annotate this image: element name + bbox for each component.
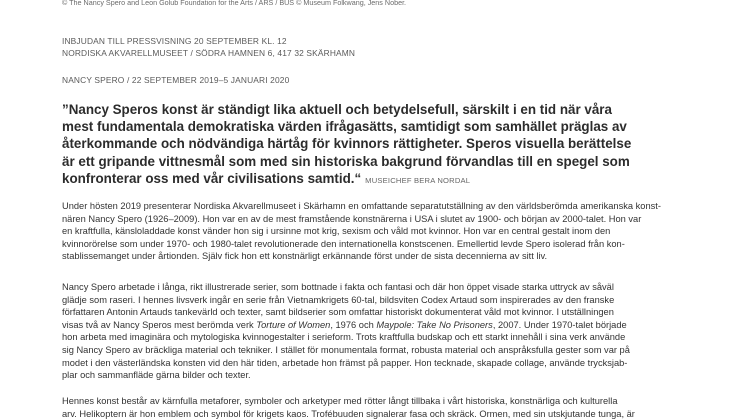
quote-line: återkommande och nödvändiga härtåg för kvinnors rättigheter. Speros visuella berättelse bbox=[62, 136, 632, 152]
quote-line: mest fundamentala demokratiska värden ifrågasätts, samtidigt som samhället präglas av bbox=[62, 119, 627, 135]
paragraph-line: nären Nancy Spero (1926–2009). Hon var en av de mest framstående konstnärerna i USA i slutet av 1900- och början av 2000-talet. Hon var bbox=[62, 213, 642, 224]
quote-line: är ett gripande vittnesmål som med sin historiska bakgrund förvandlas till en spegel som bbox=[62, 153, 630, 169]
quote-attribution: MUSEICHEF BERA NORDAL bbox=[365, 175, 471, 185]
paragraph-line: arv. Helikoptern är hon emblem och symbol för krigets kaos. Trofébuuden signalerar fasa och skräck. Ormen, med sin utskjutande tunga, är bbox=[62, 408, 635, 419]
paragraph-line: stablissemanget under årtionden. Själv fick hon ett konstnärligt erkännande först under de sista decennierna av sitt liv. bbox=[62, 251, 548, 262]
paragraph-line: hon arbeta med imaginära och mytologiska kvinnogestalter i serieform. Trots kraftfulla budskap och ett starkt innehåll i sina verk använde bbox=[62, 332, 626, 343]
body-paragraph-2 bbox=[62, 281, 692, 382]
paragraph-line: Under hösten 2019 presenterar Nordiska Akvarellmuseet i Skärhamn en omfattande separatutställning av den världsberömda amerikanska konst- bbox=[62, 201, 661, 211]
paragraph-line: författaren Antonin Artauds tankevärld och texter, samt bildserier som omfattar historiskt dokumenterat våld mot kvinnor. I utställningen bbox=[62, 307, 614, 318]
invitation-line: INBJUDAN TILL PRESSVISNING 20 SEPTEMBER KL. 12 bbox=[62, 36, 287, 46]
paragraph-line: Nancy Spero arbetade i långa, rikt illustrerade serier, som bottnade i fakta och fantasi och där hon öppet visade starka uttryck av såväl bbox=[62, 282, 614, 292]
paragraph-line: glädje som raseri. I hennes livsverk ingår en serie från Vietnamkrigets 60-tal, bildsviten Codex Artaud som inspirerades av den franske bbox=[62, 294, 615, 305]
quote-line: ”Nancy Speros konst är ständigt lika aktuell och betydelsefull, särskilt i en tid när våra bbox=[62, 102, 612, 117]
paragraph-line: sig Nancy Spero av bräckliga material och tekniker. I stället för monumentala format, robusta material och anspråksfulla gester som var på bbox=[62, 344, 630, 355]
paragraph-line: Hennes konst består av kärnfulla metaforer, symboler och arketyper med rötter långt tillbaka i vårt historiska, konstnärliga och kulturella bbox=[62, 396, 618, 406]
exhibition-title-dates: NANCY SPERO / 22 SEPTEMBER 2019–5 JANUARI 2020 bbox=[62, 75, 290, 85]
paragraph-line: en kraftfulla, känsloladdade konst vänder hon sig i ursinne mot krig, sexism och våld mot kvinnor. Hon var en central gestalt inom den bbox=[62, 226, 611, 237]
paragraph-line: kvinnorörelse som under 1970- och 1980-talet revolutionerade den internationella konstscenen. Emellertid levde Spero isolerad från kon- bbox=[62, 238, 625, 249]
image-copyright-credit: © The Nancy Spero and Leon Golub Foundation for the Arts / ARS / BUS © Museum Folkwang, Jens Nober. bbox=[62, 0, 407, 7]
paragraph-line: plar och sammanfläde gärna bilder och texter. bbox=[62, 370, 251, 381]
director-quote bbox=[62, 101, 692, 189]
press-invitation-block bbox=[62, 35, 355, 59]
address-line: NORDISKA AKVARELLMUSEET / SÖDRA HAMNEN 6, 417 32 SKÄRHAMN bbox=[62, 48, 356, 58]
body-paragraph-3 bbox=[62, 395, 692, 420]
paragraph-line: visas två av Nancy Speros mest berömda verk Torture of Women, 1976 och Maypole: Take No Prisoners, 2007. Under 1970-talet började bbox=[62, 319, 627, 330]
paragraph-line: modet i den västerländska konsten vid den här tiden, arbetade hon främst på papper. Hon tecknade, skapade collage, använde trycksjab- bbox=[62, 357, 628, 368]
quote-line: konfronterar oss med vår civilisations samtid.“ MUSEICHEF BERA NORDAL bbox=[62, 170, 471, 186]
artwork-title: Maypole: Take No Prisoners bbox=[376, 319, 493, 330]
body-paragraph-1 bbox=[62, 200, 692, 263]
artwork-title: Torture of Women bbox=[256, 319, 331, 330]
